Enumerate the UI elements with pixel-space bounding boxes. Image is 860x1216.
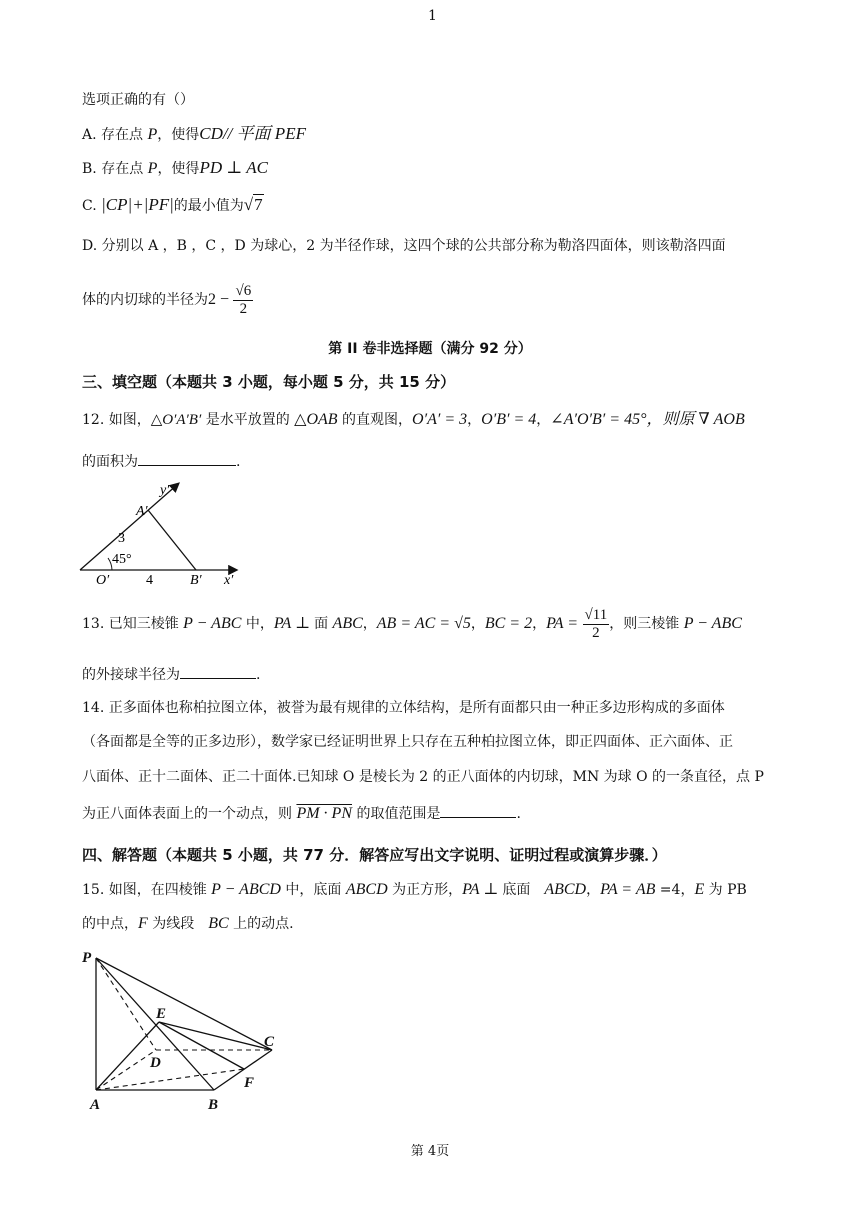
label-b: B	[208, 1097, 219, 1113]
segment-ab	[148, 510, 196, 570]
q14-line1: 14. 正多面体也称柏拉图立体，被誉为最有规律的立体结构，是所有面都只由一种正多边形构成的多面体	[82, 700, 725, 716]
figure-12	[78, 478, 248, 590]
side-label: 3	[118, 531, 125, 546]
vector-product: PM · PN	[296, 805, 352, 822]
answer-blank[interactable]	[440, 803, 516, 818]
question-stem: 选项正确的有（）	[82, 92, 194, 108]
angle-label: 45°	[112, 552, 132, 567]
b-label: B′	[190, 573, 202, 588]
o-label: O′	[96, 573, 110, 588]
figure-15	[78, 946, 288, 1116]
base-label: 4	[146, 573, 153, 588]
edge-bc	[214, 1050, 272, 1090]
q12-line1: 12. 如图，△O′A′B′ 是水平放置的 △OAB 的直观图，O′A′ = 3，O′B′ = 4，∠A′O′B′ = 45°，则原 ∇ AOB	[82, 411, 745, 428]
q13-line1: 13. 已知三棱锥 P − ABC 中，PA ⊥ 面 ABC，AB = AC = √5，BC = 2，PA = $\frac{√11}{2}$ ，则三棱锥 P − ABC	[82, 606, 742, 641]
q15-line2: 的中点，F 为线段 BC 上的动点.	[82, 915, 294, 932]
x-label: x′	[224, 573, 234, 588]
y-label: y′	[160, 483, 170, 498]
pa-fraction: $\frac{√11}{2}$	[584, 606, 608, 641]
option-d-line2: 体的内切球的半径为2 − $\frac{√6}{2}$	[82, 282, 252, 317]
answer-fraction: $\frac{√6}{2}$	[235, 282, 252, 317]
label-f: F	[244, 1075, 255, 1091]
label-a: A	[90, 1097, 101, 1113]
answer-blank[interactable]	[180, 664, 256, 679]
q14-line2: （各面都是全等的正多边形），数学家已经证明世界上只存在五种柏拉图立体，即正四面体、正六面体、正	[82, 734, 733, 750]
section-heading-4: 四、解答题（本题共 5 小题，共 77 分．解答应写出文字说明、证明过程或演算步骤．）	[82, 846, 667, 864]
q12-line2: 的面积为 .	[82, 451, 240, 472]
option-d-line1: D. 分别以 A ，B ，C ，D 为球心，2 为半径作球，这四个球的公共部分称为勒洛四面体，则该勒洛四面	[82, 238, 726, 254]
edge-ad	[96, 1050, 156, 1090]
option-b: B. 存在点 P，使得PD ⊥ AC	[82, 158, 269, 177]
q14-line4: 为正八面体表面上的一个动点，则 PM · PN 的取值范围是 .	[82, 805, 521, 822]
section-heading-3: 三、填空题（本题共 3 小题，每小题 5 分，共 15 分）	[82, 373, 456, 391]
label-c: C	[264, 1034, 275, 1050]
label-d: D	[150, 1055, 161, 1071]
part-title: 第 II 卷非选择题（满分 92 分）	[328, 341, 532, 357]
option-c: C. |CP|+|PF|的最小值为√7	[82, 195, 263, 214]
edge-pd	[96, 958, 156, 1050]
option-a: A. 存在点 P，使得CD// 平面 PEF	[82, 124, 306, 143]
q15-line1: 15. 如图，在四棱锥 P − ABCD 中，底面 ABCD 为正方形，PA ⊥ 底面 ABCD，PA = AB =4，E 为 PB	[82, 881, 747, 898]
edge-af	[96, 1069, 244, 1090]
a-label: A′	[136, 504, 148, 519]
q14-line3: 八面体、正十二面体、正二十面体.已知球 O 是棱长为 2 的正八面体的内切球，MN 为球 O 的一条直径，点 P	[82, 769, 764, 785]
answer-blank[interactable]	[138, 451, 236, 466]
label-p: P	[82, 950, 92, 966]
page-footer: 第 4页	[410, 1144, 450, 1159]
edge-ec	[159, 1022, 272, 1050]
q13-line2: 的外接球半径为 .	[82, 664, 260, 685]
page-number-top: 1	[428, 8, 437, 24]
label-e: E	[156, 1006, 167, 1022]
